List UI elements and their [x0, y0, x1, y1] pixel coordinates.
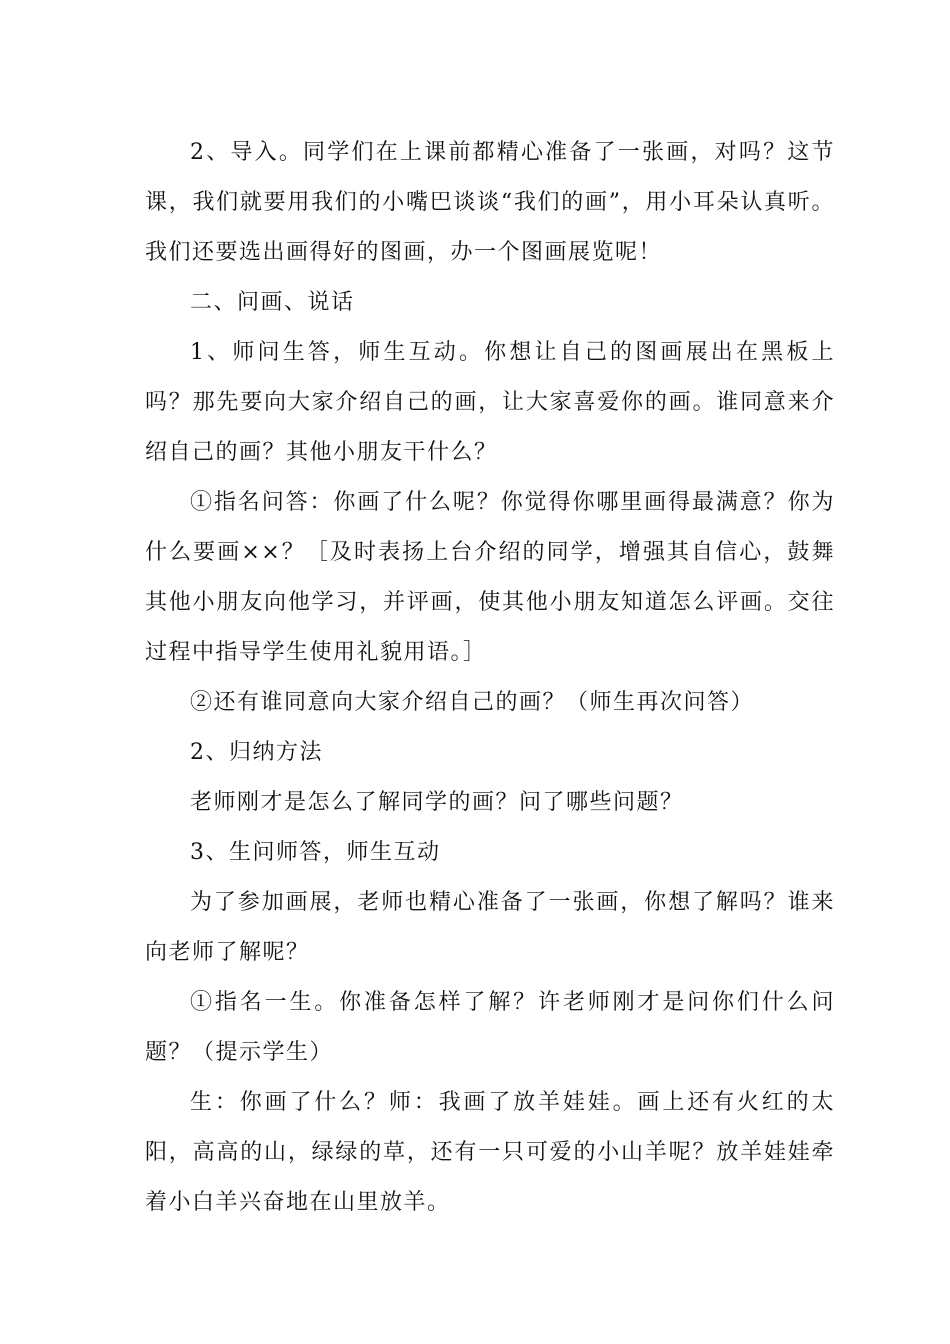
paragraph-question-1: ①指名问答：你画了什么呢？你觉得你哪里画得最满意？你为什么要画××？［及时表扬上台介绍的同学，增强其自信心，鼓舞其他小朋友向他学习，并评画，使其他小朋友知道怎么评画。交往过程中指导学生使用礼貌用语。］: [145, 490, 835, 665]
paragraph-step-1: 1、师问生答，师生互动。你想让自己的图画展出在黑板上吗？那先要向大家介绍自己的画，让大家喜爱你的画。谁同意来介绍自己的画？其他小朋友干什么？: [145, 340, 835, 465]
paragraph-step-2: 2、归纳方法: [190, 740, 323, 765]
paragraph-exhibition: 为了参加画展，老师也精心准备了一张画，你想了解吗？谁来向老师了解呢？: [145, 890, 835, 965]
paragraph-intro: 2、导入。同学们在上课前都精心准备了一张画，对吗？这节课，我们就要用我们的小嘴巴谈谈“我们的画”，用小耳朵认真听。我们还要选出画得好的图画，办一个图画展览呢！: [145, 140, 835, 265]
paragraph-method: 老师刚才是怎么了解同学的画？问了哪些问题？: [190, 790, 684, 815]
paragraph-dialogue: 生：你画了什么？师：我画了放羊娃娃。画上还有火红的太阳，高高的山，绿绿的草，还有一只可爱的小山羊呢？放羊娃娃牵着小白羊兴奋地在山里放羊。: [145, 1090, 835, 1215]
document-body: [145, 128, 835, 1228]
paragraph-prompt: ①指名一生。你准备怎样了解？许老师刚才是问你们什么问题？（提示学生）: [145, 990, 835, 1065]
paragraph-question-2: ②还有谁同意向大家介绍自己的画？（师生再次问答）: [190, 690, 755, 715]
section-heading: 二、问画、说话: [190, 290, 355, 315]
paragraph-step-3: 3、生问师答，师生互动: [190, 840, 441, 865]
